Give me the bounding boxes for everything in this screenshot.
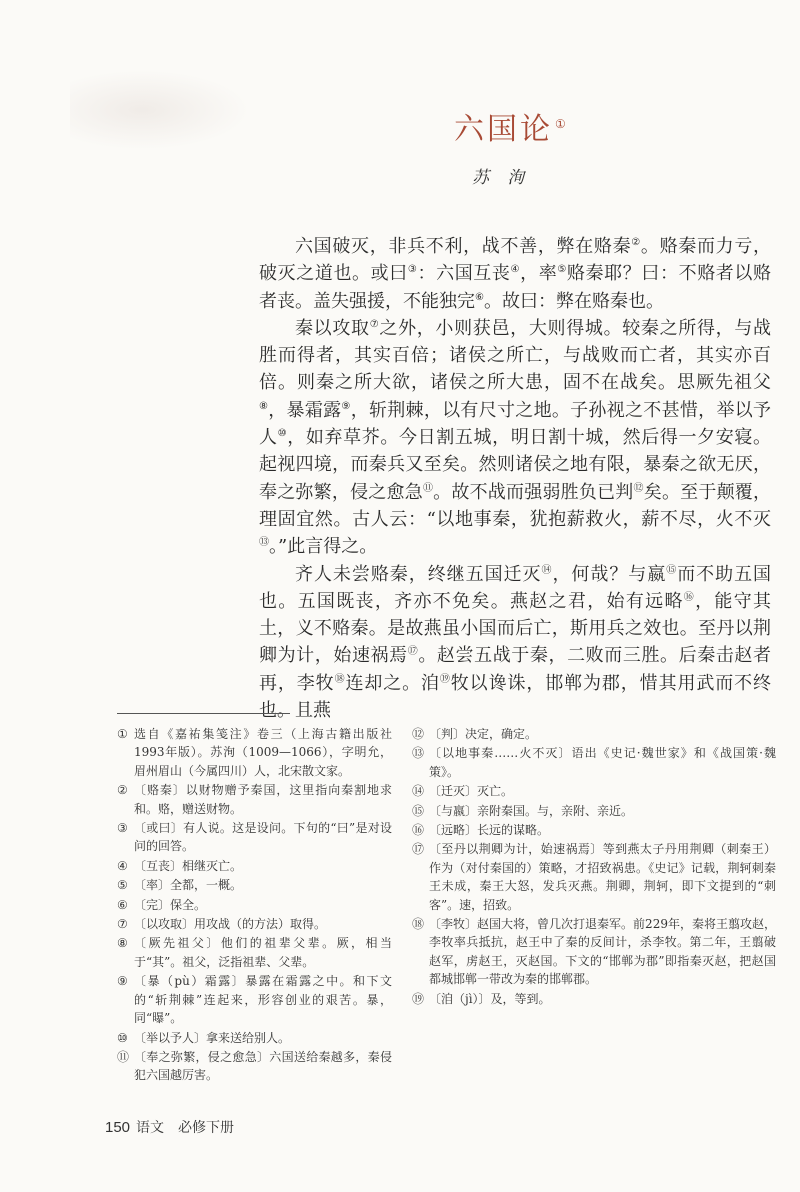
footnote-marker[interactable]: ⑰	[407, 646, 419, 658]
footnote-number: ⑩	[117, 1030, 128, 1045]
essay-text: ，率	[520, 263, 558, 285]
footnote-number: ②	[117, 783, 128, 798]
footnote-item	[412, 990, 776, 1008]
footnote-number: ⑥	[117, 897, 128, 912]
footnote-number: ⑰	[412, 842, 425, 857]
footnote-marker[interactable]: ②	[631, 237, 641, 248]
essay-text: 齐人未尝赂秦，终继五国迁灭	[295, 563, 542, 585]
page-footer	[105, 1117, 234, 1137]
footnote-text: 〔远略〕长远的谋略。	[429, 823, 550, 838]
essay-paragraph	[259, 315, 771, 561]
footnote-text: 〔率〕全都，一概。	[134, 878, 243, 893]
essay-text: ，能守其土，义不赂秦。是故燕虽小国而后亡，斯用兵之效也。至丹以荆卿为计，始速祸焉	[259, 590, 772, 667]
footnote-text: 〔赂秦〕以财物赠予秦国，这里指向秦割地求和。赂，赠送财物。	[134, 783, 392, 816]
essay-text: 矣。至于颠覆，理固宜然。古人云：“以地事秦，犹抱薪救火，薪不尽，火不灭	[259, 481, 772, 530]
footnote-text: 〔洎（jì）〕及，等到。	[429, 991, 551, 1006]
footnote-number: ⑬	[412, 746, 425, 761]
footnote-item	[117, 934, 392, 971]
footnote-number: ⑦	[117, 917, 128, 932]
footnote-number: ①	[117, 727, 128, 741]
footnote-item	[117, 876, 392, 894]
footnote-text: 〔与嬴〕亲附秦国。与，亲附、亲近。	[429, 803, 634, 818]
footnote-text: 〔奉之弥繁，侵之愈急〕六国送给秦越多，秦侵犯六国越厉害。	[134, 1049, 392, 1083]
footnote-marker[interactable]: ③	[407, 264, 418, 276]
essay-paragraph	[259, 233, 771, 315]
footnote-text: 〔迁灭〕灭亡。	[429, 784, 514, 799]
footnote-number: ⑧	[117, 936, 128, 951]
footnotes-right-column	[412, 725, 776, 1009]
essay-text: ，如弃草芥。今日割五城，明日割十城，然后得一夕安寝。起视四境，而秦兵又至矣。然则诸侯之地有限，暴秦之欲无厌，奉之弥繁，侵之愈急	[259, 427, 772, 503]
essay-text: ，何哉？与嬴	[552, 563, 667, 585]
essay-text: 连却之。洎	[345, 672, 440, 694]
footnote-number: ④	[117, 858, 128, 873]
footnote-marker[interactable]: ⑪	[422, 482, 434, 494]
footnote-marker[interactable]: ⑦	[369, 318, 380, 330]
essay-text: 而不助五国也。五国既丧，齐亦不免矣。燕赵之君，始有远略	[259, 563, 772, 612]
footnote-text: 〔举以予人〕拿来送给别人。	[134, 1030, 291, 1045]
footnote-item	[412, 840, 776, 914]
footnote-number: ⑮	[412, 803, 425, 818]
footnote-item	[412, 802, 776, 820]
footnote-item	[117, 1029, 392, 1047]
essay-text: ，斩荆棘，以有尺寸之地。子孙视之不甚惜，举以予人	[259, 399, 772, 449]
footnote-item	[412, 744, 776, 781]
essay-body	[259, 233, 771, 724]
footnote-number: ⑪	[117, 1049, 130, 1064]
footnote-marker[interactable]: ⑤	[557, 264, 567, 276]
footnote-text: 〔完〕保全。	[134, 897, 207, 912]
footnotes-left-column	[117, 725, 392, 1086]
footnote-marker[interactable]: ⑭	[541, 564, 553, 576]
footnote-item	[117, 819, 392, 856]
footnote-text: 〔暴（pù）霜露〕暴露在霜露之中。和下文的“斩荆棘”连起来，形容创业的艰苦。暴，同“曝”。	[134, 974, 392, 1026]
essay-text: 秦以攻取	[295, 317, 370, 339]
essay-text: 。赂秦而力亏，破灭之道也。或曰	[259, 236, 772, 285]
essay-text: 。故曰：弊在赂秦也。	[483, 290, 664, 312]
footnote-marker[interactable]: ⑱	[334, 673, 346, 685]
footnote-item	[117, 781, 392, 818]
footnote-marker[interactable]: ⑯	[683, 591, 696, 603]
footnote-number: ⑤	[117, 878, 128, 893]
footnote-item	[117, 972, 392, 1027]
essay-paragraph	[259, 561, 771, 725]
essay-text: 牧以谗诛，邯郸为郡，惜其用武而不终也。且燕	[259, 672, 772, 722]
footnote-text: 〔互丧〕相继灭亡。	[134, 858, 243, 873]
page-number: 150	[105, 1119, 131, 1136]
footnote-number: ⑨	[117, 974, 128, 989]
footnote-text: 〔李牧〕赵国大将，曾几次打退秦军。前229年，秦将王翦攻赵，李牧率兵抵抗，赵王中了秦的反间计，杀李牧。第二年，王翦破赵军，虏赵王，灭赵国。下文的“邯郸为郡”即指秦灭赵，把赵国都城邯郸一带改为秦的邯郸郡。	[429, 917, 776, 987]
footnote-item	[412, 915, 776, 989]
footnote-divider	[117, 713, 290, 714]
footnote-number: ⑱	[412, 917, 425, 932]
footnote-item	[117, 857, 392, 875]
essay-text: 之外，小则获邑，大则得城。较秦之所得，与战胜而得者，其实百倍；诸侯之所亡，与战败而亡者，其实亦百倍。则秦之所大欲，诸侯之所大患，固不在战矣。思厥先祖父	[259, 317, 772, 394]
footnote-text: 〔以地事秦……火不灭〕语出《史记·魏世家》和《战国策·魏策》。	[429, 746, 776, 779]
footnote-marker[interactable]: ⑲	[439, 673, 451, 685]
footnote-text: 选自《嘉祐集笺注》卷三（上海古籍出版社1993年版）。苏洵（1009—1066），字明允，眉州眉山（今属四川）人，北宋散文家。	[134, 727, 392, 778]
footnote-number: ⑲	[412, 991, 425, 1006]
footnote-text: 〔判〕决定，确定。	[429, 727, 538, 741]
page-title: 六国论 ①	[454, 112, 569, 147]
book-title: 语文 必修下册	[136, 1120, 235, 1136]
footnote-item	[412, 782, 776, 800]
essay-text: ，暴霜露	[268, 399, 342, 421]
footnote-marker[interactable]: ⑬	[259, 537, 269, 549]
essay-text: 六国破灭，非兵不利，战不善，弊在赂秦	[295, 236, 632, 257]
footnote-item	[117, 1048, 392, 1085]
essay-text: 。故不战而强弱胜负已判	[433, 481, 634, 503]
footnote-marker[interactable]: ⑩	[277, 428, 288, 440]
footnote-number: ⑫	[412, 727, 425, 741]
footnote-marker[interactable]: ④	[510, 264, 521, 276]
footnote-text: 〔至丹以荆卿为计，始速祸焉〕等到燕太子丹用荆卿（刺秦王）作为（对付秦国的）策略，才招致祸患。《史记》记载，荆轲刺秦王未成，秦王大怒，发兵灭燕。荆卿，荆轲，即下文提到的“刺客”。速，招致。	[429, 842, 776, 912]
footnote-item	[117, 896, 392, 914]
footnote-marker[interactable]: ⑧	[259, 400, 269, 412]
footnote-text: 〔厥先祖父〕他们的祖辈父辈。厥，相当于“其”。祖父，泛指祖辈、父辈。	[134, 936, 392, 969]
essay-text: 。赵尝五战于秦，二败而三胜。后秦击赵者再，李牧	[259, 645, 772, 694]
footnote-item	[117, 915, 392, 933]
decorative-watermark	[70, 70, 250, 150]
footnote-item	[117, 725, 392, 780]
footnote-marker[interactable]: ⑨	[341, 400, 351, 412]
author-name: 苏洵	[472, 168, 542, 188]
footnote-number: ⑭	[412, 784, 425, 799]
footnote-marker[interactable]: ⑮	[666, 564, 678, 576]
essay-text: 。”此言得之。	[269, 536, 378, 558]
footnote-item	[412, 821, 776, 839]
footnote-text: 〔或曰〕有人说。这是设问。下句的“曰”是对设问的回答。	[134, 821, 392, 854]
title-footnote-marker[interactable]: ①	[555, 117, 569, 131]
footnote-number: ③	[117, 821, 128, 836]
footnote-marker[interactable]: ⑥	[475, 291, 484, 303]
essay-text: ：六国互丧	[417, 263, 511, 285]
footnote-number: ⑯	[412, 823, 425, 838]
essay-text: 赂秦耶？曰：不赂者以赂者丧。盖失强援，不能独完	[259, 263, 772, 312]
footnote-marker[interactable]: ⑫	[633, 482, 644, 494]
footnote-text: 〔以攻取〕用攻战（的方法）取得。	[134, 917, 327, 932]
footnote-item	[412, 725, 776, 743]
